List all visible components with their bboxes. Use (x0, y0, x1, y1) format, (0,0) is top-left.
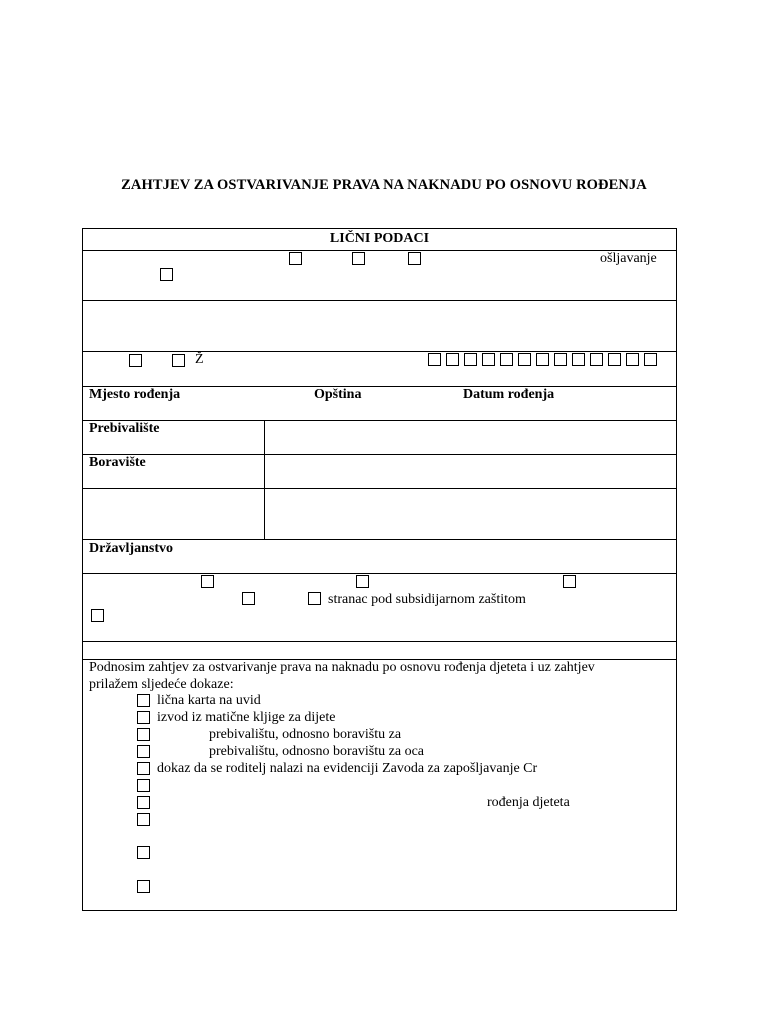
doc-item-label: dokaz da se roditelj nalazi na evidenciji Zavoda za zapošljavanje Cr (157, 761, 538, 776)
residence-label: Prebivalište (89, 421, 160, 436)
doc-item-label: lična karta na uvid (157, 693, 261, 708)
status-checkbox-1[interactable] (289, 252, 302, 265)
doc-item-label: prebivalištu, odnosno boravištu za oca (209, 744, 425, 759)
doc-checkbox-residence-mother[interactable] (137, 728, 150, 741)
id-digit-box[interactable] (428, 353, 441, 366)
doc-checkbox-10[interactable] (137, 880, 150, 893)
row-divider (83, 641, 676, 642)
id-digit-box[interactable] (446, 353, 459, 366)
status-checkbox-2[interactable] (352, 252, 365, 265)
personal-data-header: LIČNI PODACI (329, 231, 430, 246)
citizenship-checkbox-2[interactable] (356, 575, 369, 588)
doc-checkbox-9[interactable] (137, 846, 150, 859)
gender-male-checkbox[interactable] (129, 354, 142, 367)
subsidiary-protection-label: stranac pod subsidijarnom zaštitom (328, 592, 526, 607)
citizenship-label: Državljanstvo (89, 541, 173, 556)
doc-checkbox-6[interactable] (137, 779, 150, 792)
birth-place-label: Mjesto rođenja (89, 387, 181, 402)
id-digit-box[interactable] (464, 353, 477, 366)
id-digit-box[interactable] (500, 353, 513, 366)
gender-female-checkbox[interactable] (172, 354, 185, 367)
row-divider (83, 454, 676, 455)
row-divider (83, 250, 676, 251)
doc-checkbox-7[interactable] (137, 796, 150, 809)
employment-status-label: ošljavanje (600, 251, 657, 266)
status-checkbox-3[interactable] (408, 252, 421, 265)
id-digit-box[interactable] (536, 353, 549, 366)
citizenship-checkbox-1[interactable] (201, 575, 214, 588)
stay-label: Boravište (89, 455, 146, 470)
citizenship-checkbox-4[interactable] (242, 592, 255, 605)
id-digit-box[interactable] (644, 353, 657, 366)
id-digit-box[interactable] (626, 353, 639, 366)
municipality-label: Opština (314, 387, 362, 402)
id-digit-box[interactable] (590, 353, 603, 366)
doc-item-label: prebivalištu, odnosno boravištu za (209, 727, 402, 742)
citizenship-checkbox-3[interactable] (563, 575, 576, 588)
row-divider (83, 300, 676, 301)
doc-item-label: izvod iz matične kljige za dijete (157, 710, 336, 725)
doc-item-label: rođenja djeteta (487, 795, 570, 810)
id-digit-box[interactable] (482, 353, 495, 366)
doc-checkbox-residence-father[interactable] (137, 745, 150, 758)
doc-checkbox-employment-registry[interactable] (137, 762, 150, 775)
status-checkbox-4[interactable] (160, 268, 173, 281)
id-digit-box[interactable] (572, 353, 585, 366)
column-divider (264, 420, 265, 539)
request-text-line-1: Podnosim zahtjev za ostvarivanje prava na naknadu po osnovu rođenja djeteta i uz zahtjev (89, 660, 595, 675)
id-digit-box[interactable] (518, 353, 531, 366)
request-text-line-2: prilažem sljedeće dokaze: (89, 677, 234, 692)
row-divider (83, 488, 676, 489)
row-divider (83, 351, 676, 352)
subsidiary-protection-checkbox[interactable] (308, 592, 321, 605)
doc-checkbox-id-card[interactable] (137, 694, 150, 707)
row-divider (83, 420, 676, 421)
citizenship-checkbox-5[interactable] (91, 609, 104, 622)
doc-checkbox-birth-certificate[interactable] (137, 711, 150, 724)
request-form (82, 228, 677, 911)
row-divider (83, 573, 676, 574)
birth-date-label: Datum rođenja (463, 387, 555, 402)
doc-checkbox-8[interactable] (137, 813, 150, 826)
id-digit-box[interactable] (608, 353, 621, 366)
gender-female-label: Ž (195, 352, 204, 367)
document-title: ZAHTJEV ZA OSTVARIVANJE PRAVA NA NAKNADU PO OSNOVU ROĐENJA (121, 177, 647, 193)
id-digit-box[interactable] (554, 353, 567, 366)
